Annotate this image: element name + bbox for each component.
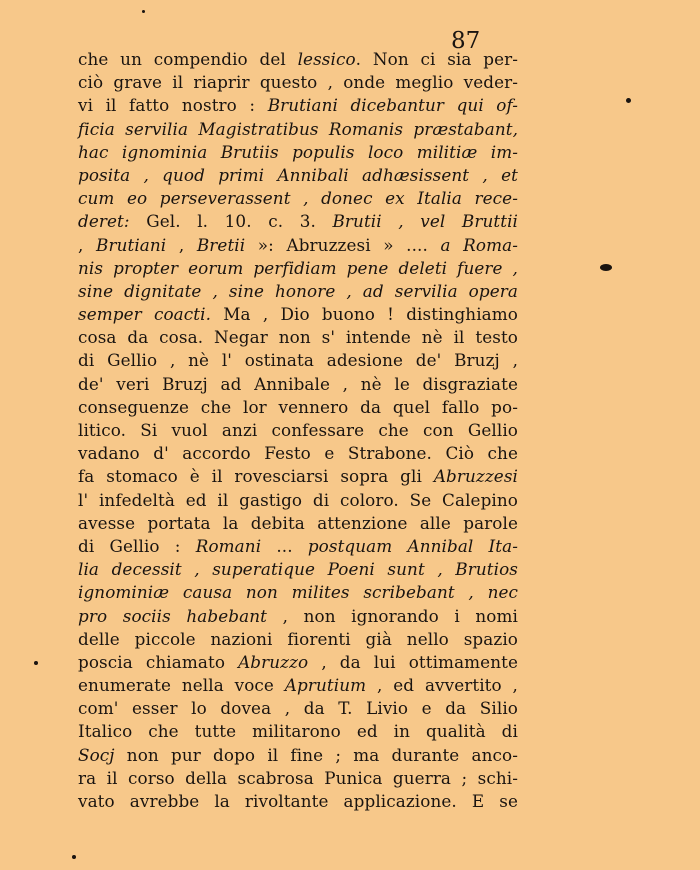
text-run: conseguenze che lor vennero da quel fallo po-: [78, 396, 518, 417]
text-run: di Gellio :: [78, 535, 196, 556]
italic-text: deret:: [78, 211, 130, 232]
text-line: [78, 628, 518, 651]
italic-text: Socj: [78, 744, 115, 765]
text-line: [78, 303, 518, 326]
text-line: [78, 720, 518, 743]
italic-text: Brutiani dicebantur qui of-: [267, 95, 518, 116]
italic-text: sine dignitate , sine honore , ad servilia opera: [78, 280, 518, 301]
italic-text: a Roma-: [440, 234, 518, 255]
italic-text: posita , quod primi Annibali adhæsissent , et: [78, 164, 518, 185]
ink-speck: [34, 661, 38, 665]
text-line: [78, 790, 518, 813]
text-run: »: Abruzzesi » ....: [245, 234, 441, 255]
italic-text: Brutiani: [96, 234, 167, 255]
text-run: Ma , Dio buono ! distinghiamo: [211, 304, 518, 325]
text-run: vadano d' accordo Festo e Strabone. Ciò che: [78, 443, 518, 464]
italic-text: semper coacti.: [78, 304, 212, 325]
text-run: litico. Si vuol anzi confessare che con Gellio: [78, 420, 518, 440]
text-run: com' esser lo dovea , da T. Livio e da Silio: [78, 698, 518, 719]
italic-text: Romani: [195, 535, 262, 556]
italic-text: postquam Annibal Ita-: [307, 535, 519, 556]
text-line: [78, 605, 518, 628]
italic-text: ficia servilia Magistratibus Romanis præstabant,: [78, 118, 518, 139]
text-run: de' veri Bruzj ad Annibale , nè le disgraziate: [78, 373, 518, 394]
text-line: [78, 373, 518, 396]
text-line: [78, 651, 518, 674]
italic-text: Bretii: [196, 234, 246, 255]
text-line: [78, 442, 518, 465]
text-line: [78, 512, 518, 535]
italic-text: cum eo perseverassent , donec ex Italia rece-: [78, 188, 518, 209]
text-run: di Gellio , nè l' ostinata adesione de' Bruzj ,: [78, 350, 518, 371]
italic-text: Brutii , vel Bruttii: [332, 211, 519, 232]
text-run: poscia chiamato: [78, 651, 239, 672]
text-line: [78, 349, 518, 372]
text-line: [78, 48, 518, 71]
text-line: [78, 767, 518, 790]
text-line: [78, 396, 518, 419]
text-run: vato avrebbe la rivoltante applicazione. E se: [78, 791, 518, 811]
text-line: [78, 234, 518, 257]
ink-speck: [600, 264, 612, 271]
body-text: [78, 48, 518, 813]
text-line: [78, 94, 518, 117]
text-line: [78, 118, 518, 141]
text-line: [78, 257, 518, 280]
text-run: ra il corso della scabrosa Punica guerra ; schi-: [78, 767, 518, 788]
text-run: fa stomaco è il rovesciarsi sopra gli: [78, 466, 434, 487]
text-run: non pur dopo il fine ; ma durante anco-: [114, 744, 518, 765]
text-line: [78, 164, 518, 187]
italic-text: Aprutium: [284, 675, 367, 696]
text-run: ciò grave il riaprir questo , onde meglio veder-: [78, 72, 518, 93]
text-run: delle piccole nazioni fiorenti già nello spazio: [78, 628, 518, 649]
text-run: cosa da cosa. Negar non s' intende nè il testo: [78, 327, 518, 348]
text-run: , ed avvertito ,: [366, 675, 518, 696]
italic-text: Abruzzo: [238, 651, 309, 672]
text-run: , non ignorando i nomi: [266, 605, 518, 626]
text-line: [78, 141, 518, 164]
italic-text: Abruzzesi: [433, 466, 518, 487]
text-line: [78, 419, 518, 442]
text-run: l' infedeltà ed il gastigo di coloro. Se Calepino: [78, 489, 518, 510]
italic-text: lia decessit , superatique Poeni sunt , Brutios: [78, 559, 518, 580]
text-run: vi il fatto nostro :: [78, 95, 268, 116]
ink-speck: [72, 855, 76, 859]
italic-text: hac ignominia Brutiis populis loco militiæ im-: [78, 141, 518, 162]
text-line: [78, 71, 518, 94]
ink-speck: [626, 98, 631, 103]
ink-speck: [142, 10, 145, 13]
italic-text: pro sociis habebant: [78, 605, 267, 626]
text-run: , da lui ottimamente: [308, 651, 518, 672]
text-line: [78, 558, 518, 581]
text-run: avesse portata la debita attenzione alle parole: [78, 512, 518, 533]
italic-text: lessico: [297, 49, 356, 69]
text-line: [78, 674, 518, 697]
text-line: [78, 744, 518, 767]
text-run: enumerate nella voce: [78, 675, 285, 696]
text-run: ,: [166, 234, 197, 255]
text-line: [78, 465, 518, 488]
page-number: 87: [451, 28, 481, 54]
text-line: [78, 697, 518, 720]
text-line: [78, 210, 518, 233]
text-line: [78, 280, 518, 303]
text-line: [78, 535, 518, 558]
text-run: Gel. l. 10. c. 3.: [129, 211, 333, 232]
text-run: ,: [78, 234, 97, 255]
text-run: ...: [261, 535, 308, 556]
text-line: [78, 489, 518, 512]
italic-text: ignominiæ causa non milites scribebant , nec: [78, 582, 518, 603]
text-line: [78, 326, 518, 349]
text-line: [78, 187, 518, 210]
text-line: [78, 581, 518, 604]
italic-text: nis propter eorum perfidiam pene deleti fuere ,: [78, 257, 518, 278]
text-run: che un compendio del: [78, 49, 298, 69]
text-run: . Non ci sia per-: [355, 49, 518, 69]
text-run: Italico che tutte militarono ed in qualità di: [78, 721, 518, 742]
